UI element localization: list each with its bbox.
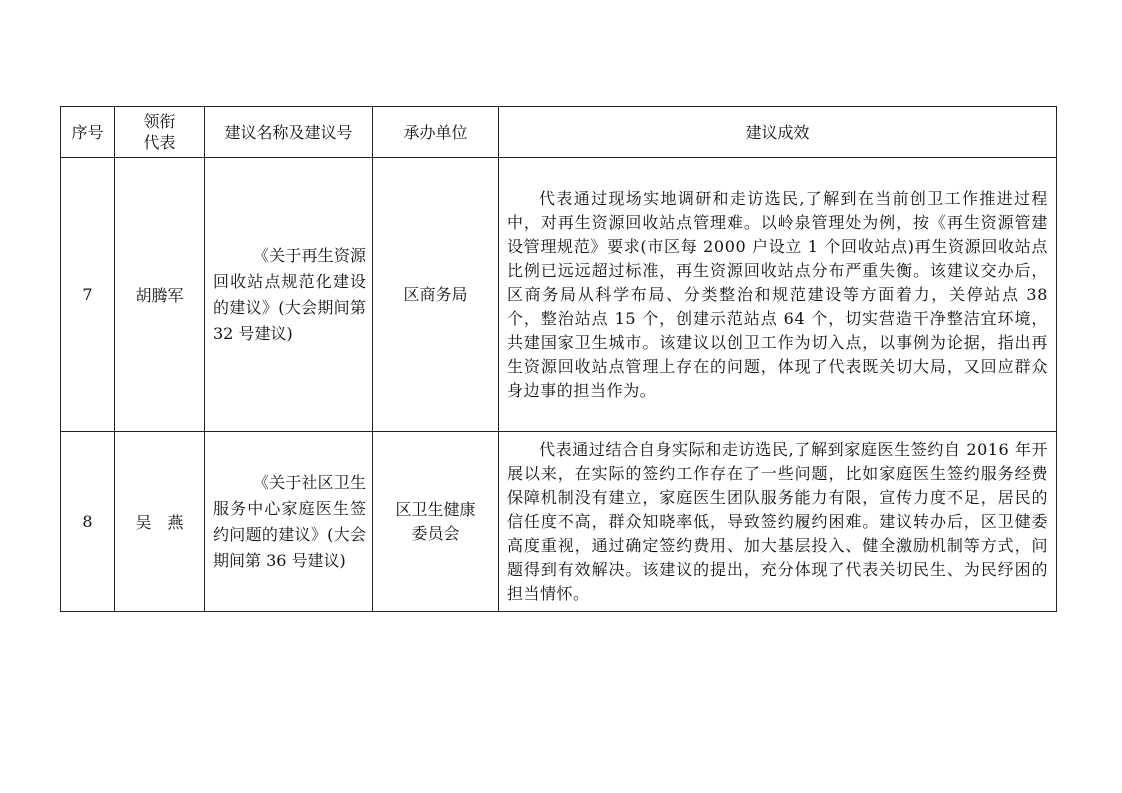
header-handling-unit: 承办单位 (373, 107, 499, 158)
row-handling-unit: 区商务局 (373, 158, 499, 432)
header-serial-number: 序号 (61, 107, 115, 158)
row-lead-representative: 胡腾军 (115, 158, 205, 432)
row-handling-unit (373, 432, 499, 612)
row-suggestion-effect: 代表通过现场实地调研和走访选民,了解到在当前创卫工作推进过程中，对再生资源回收站点管理难。以岭泉管理处为例，按《再生资源管建设管理规范》要求(市区每 2000 户设立 1 个回收站点)再生资源回收站点比例已远远超过标准，再生资源回收站点分布严重失衡。该建议交办后，区商务局从科学布局、分类整治和规范建设等方面着力，关停站点 38 个，整治站点 15 个，创建示范站点 64 个，切实营造干净整洁宜环境，共建国家卫生城市。该建议以创卫工作为切入点，以事例为论据，指出再生资源回收站点管理上存在的问题，体现了代表既关切大局，又回应群众身边事的担当作为。 (499, 158, 1057, 432)
header-suggestion-title: 建议名称及建议号 (205, 107, 373, 158)
row-suggestion-effect: 代表通过结合自身实际和走访选民,了解到家庭医生签约自 2016 年开展以来，在实际的签约工作存在了一些问题，比如家庭医生签约服务经费保障机制没有建立，家庭医生团队服务能力有限，宣传力度不足，居民的信任度不高，群众知晓率低，导致签约履约困难。建议转办后，区卫健委高度重视，通过确定签约费用、加大基层投入、健全激励机制等方式，问题得到有效解决。该建议的提出，充分体现了代表关切民生、为民纾困的担当情怀。 (499, 432, 1057, 612)
table-row (61, 158, 1057, 432)
header-lead-representative (115, 107, 205, 158)
row-suggestion-title-text: 《关于社区卫生服务中心家庭医生签约问题的建议》(大会期间第 36 号建议) (213, 472, 366, 570)
header-suggestion-effect: 建议成效 (499, 107, 1057, 158)
suggestion-table (60, 106, 1057, 612)
row-suggestion-title (205, 158, 373, 432)
header-lead-representative-label: 领衔代表 (143, 112, 176, 152)
row-handling-unit-text: 区卫生健康委员会 (395, 499, 476, 543)
row-serial-number: 7 (61, 158, 115, 432)
row-suggestion-title-text: 《关于再生资源回收站点规范化建设的建议》(大会期间第 32 号建议) (213, 245, 366, 343)
row-lead-representative: 吴 燕 (115, 432, 205, 612)
row-serial-number: 8 (61, 432, 115, 612)
row-suggestion-title (205, 432, 373, 612)
table-row (61, 432, 1057, 612)
table-header-row (61, 107, 1057, 158)
